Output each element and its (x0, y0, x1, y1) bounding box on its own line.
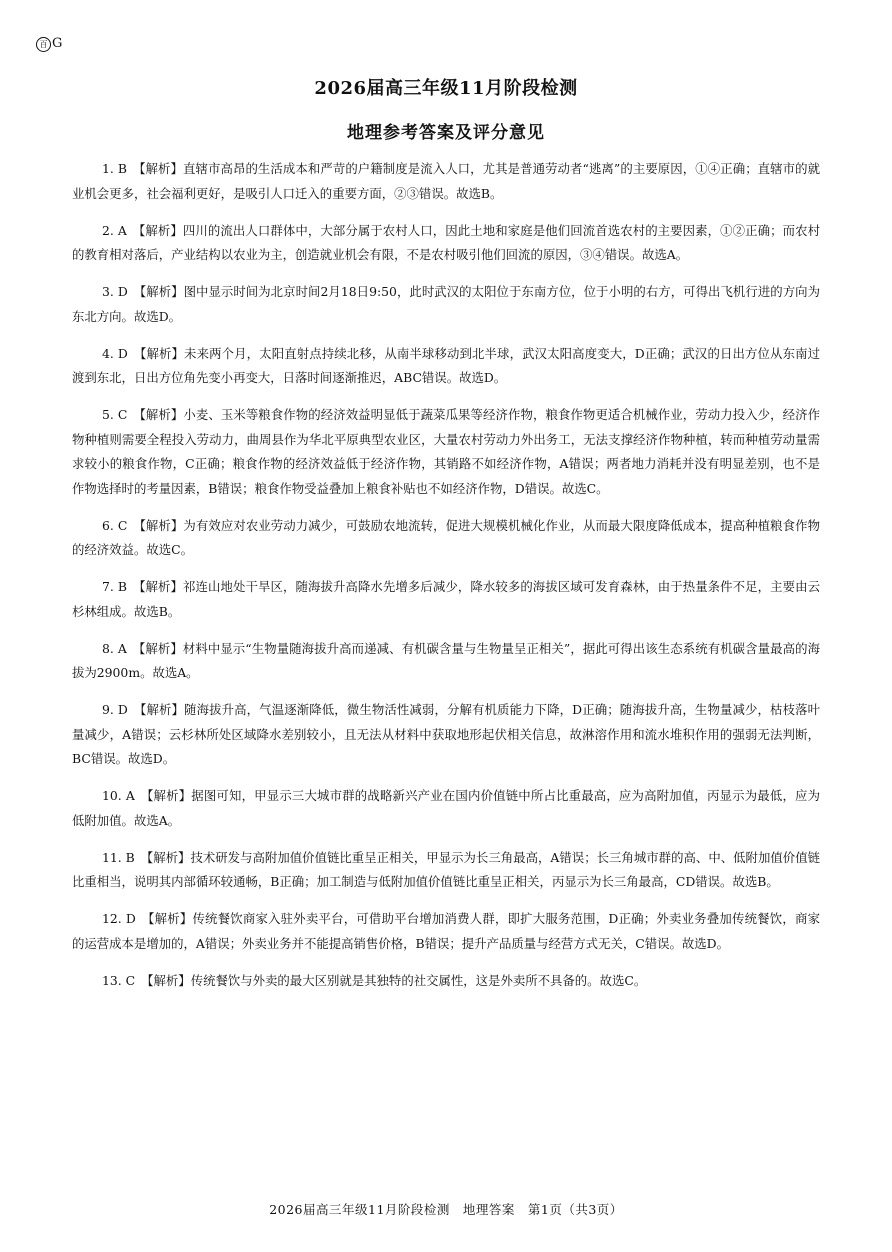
answer-number: 5. C (102, 407, 128, 422)
answer-explanation: 图中显示时间为北京时间2月18日9:50，此时武汉的太阳位于东南方位，位于小明的右方，可得出飞机行进的方向为东北方向。故选D。 (72, 284, 820, 324)
answer-item (72, 403, 820, 501)
answer-explanation: 随海拔升高，气温逐渐降低，微生物活性减弱，分解有机质能力下降，D正确；随海拔升高，生物量减少，枯枝落叶量减少，A错误；云杉林所处区域降水差别较小，且无法从材料中获取地形起伏相关信息，故淋溶作用和流水堆积作用的强弱无法判断，BC错误。故选D。 (72, 702, 820, 766)
answer-item (72, 846, 820, 895)
answer-explanation: 直辖市高昂的生活成本和严苛的户籍制度是流入人口，尤其是普通劳动者“逃离”的主要原因，①④正确；直辖市的就业机会更多，社会福利更好，是吸引人口迁入的重要方面，②③错误。故选B。 (72, 161, 821, 201)
answer-item (72, 969, 820, 994)
page-title: 2026届高三年级11月阶段检测 (314, 78, 578, 99)
answer-explanation: 为有效应对农业劳动力减少，可鼓励农地流转，促进大规模机械化作业，从而最大限度降低成本，提高种植粮食作物的经济效益。故选C。 (72, 517, 821, 557)
answer-number: 9. D (102, 702, 128, 717)
answer-item (72, 637, 820, 686)
answer-number: 11. B (102, 849, 135, 865)
answer-item (72, 280, 820, 329)
answer-item (72, 157, 820, 206)
answer-number: 4. D (102, 345, 128, 361)
answer-number: 3. D (102, 284, 128, 299)
analysis-tag: 【解析】 (140, 788, 192, 803)
answer-explanation: 材料中显示“生物量随海拔升高而递减、有机碳含量与生物量呈正相关”，据此可得出该生态系统有机碳含量最高的海拔为2900m。故选A。 (72, 640, 820, 680)
answer-explanation: 祁连山地处干旱区，随海拔升高降水先增多后减少，降水较多的海拔区域可发育森林，由于热量条件不足，主要由云杉林组成。故选B。 (72, 579, 821, 619)
page-footer: 2026届高三年级11月阶段检测 地理答案 第1页（共3页） (269, 1202, 623, 1217)
answer-explanation: 未来两个月，太阳直射点持续北移，从南半球移动到北半球，武汉太阳高度变大，D正确；武汉的日出方位从东南过渡到东北，日出方位角先变小再变大，日落时间逐渐推迟，ABC错误。故选D。 (72, 345, 820, 385)
analysis-tag: 【解析】 (133, 407, 184, 422)
answer-number: 12. D (102, 911, 136, 926)
answer-item (72, 342, 820, 391)
answer-list (72, 157, 820, 1006)
analysis-tag: 【解析】 (133, 284, 184, 299)
analysis-tag: 【解析】 (132, 161, 184, 176)
answer-number: 2. A (102, 222, 127, 238)
answer-number: 1. B (102, 161, 127, 176)
analysis-tag: 【解析】 (132, 640, 183, 656)
answer-item (72, 698, 820, 772)
analysis-tag: 【解析】 (141, 972, 191, 988)
answer-explanation: 传统餐饮商家入驻外卖平台，可借助平台增加消费人群，即扩大服务范围，D正确；外卖业务叠加传统餐饮，商家的运营成本是增加的，A错误；外卖业务并不能提高销售价格，B错误；提升产品质量与经营方式无关，C错误。故选D。 (72, 911, 820, 951)
answer-explanation: 技术研发与高附加值价值链比重呈正相关，甲显示为长三角最高，A错误；长三角城市群的高、中、低附加值价值链比重相当，说明其内部循环较通畅，B正确；加工制造与低附加值价值链比重呈正相关，丙显示为长三角最高，CD错误。故选B。 (72, 849, 821, 889)
analysis-tag: 【解析】 (140, 849, 191, 865)
answer-number: 8. A (102, 640, 127, 656)
answer-number: 7. B (102, 579, 127, 594)
answer-item (72, 514, 820, 563)
answer-number: 13. C (102, 972, 136, 988)
analysis-tag: 【解析】 (132, 579, 184, 594)
answer-number: 6. C (102, 517, 128, 533)
analysis-tag: 【解析】 (132, 222, 183, 238)
analysis-tag: 【解析】 (133, 345, 185, 361)
analysis-tag: 【解析】 (141, 911, 193, 926)
paper-code-letter: G (52, 36, 63, 51)
paper-code-mark (36, 36, 62, 52)
page-subtitle: 地理参考答案及评分意见 (347, 123, 545, 143)
answer-explanation: 四川的流出人口群体中，大部分属于农村人口，因此土地和家庭是他们回流首选农村的主要因素，①②正确；而农村的教育相对落后，产业结构以农业为主，创造就业机会有限，不是农村吸引他们回流的原因，③④错误。故选A。 (72, 222, 821, 262)
analysis-tag: 【解析】 (133, 702, 185, 717)
answer-explanation: 据图可知，甲显示三大城市群的战略新兴产业在国内价值链中所占比重最高，应为高附加值，丙显示为最低，应为低附加值。故选A。 (72, 788, 820, 828)
answer-item (72, 219, 820, 268)
answer-item (72, 575, 820, 624)
circled-mark-icon: 百 (36, 37, 51, 52)
answer-number: 10. A (102, 788, 135, 803)
answer-explanation: 传统餐饮与外卖的最大区别就是其独特的社交属性，这是外卖所不具备的。故选C。 (190, 972, 647, 988)
answer-item (72, 784, 820, 833)
answer-item (72, 907, 820, 956)
answer-explanation: 小麦、玉米等粮食作物的经济效益明显低于蔬菜瓜果等经济作物，粮食作物更适合机械作业，劳动力投入少，经济作物种植则需要全程投入劳动力，曲周县作为华北平原典型农业区，大量农村劳动力外出务工，无法支撑经济作物种植，转而种植劳动量需求较小的粮食作物，C正确；粮食作物的经济效益低于经济作物，其销路不如经济作物，A错误；两者地力消耗并没有明显差别，也不是作物选择时的考量因素，B错误；粮食作物受益叠加上粮食补贴也不如经济作物，D错误。故选C。 (72, 407, 821, 496)
analysis-tag: 【解析】 (133, 517, 184, 533)
